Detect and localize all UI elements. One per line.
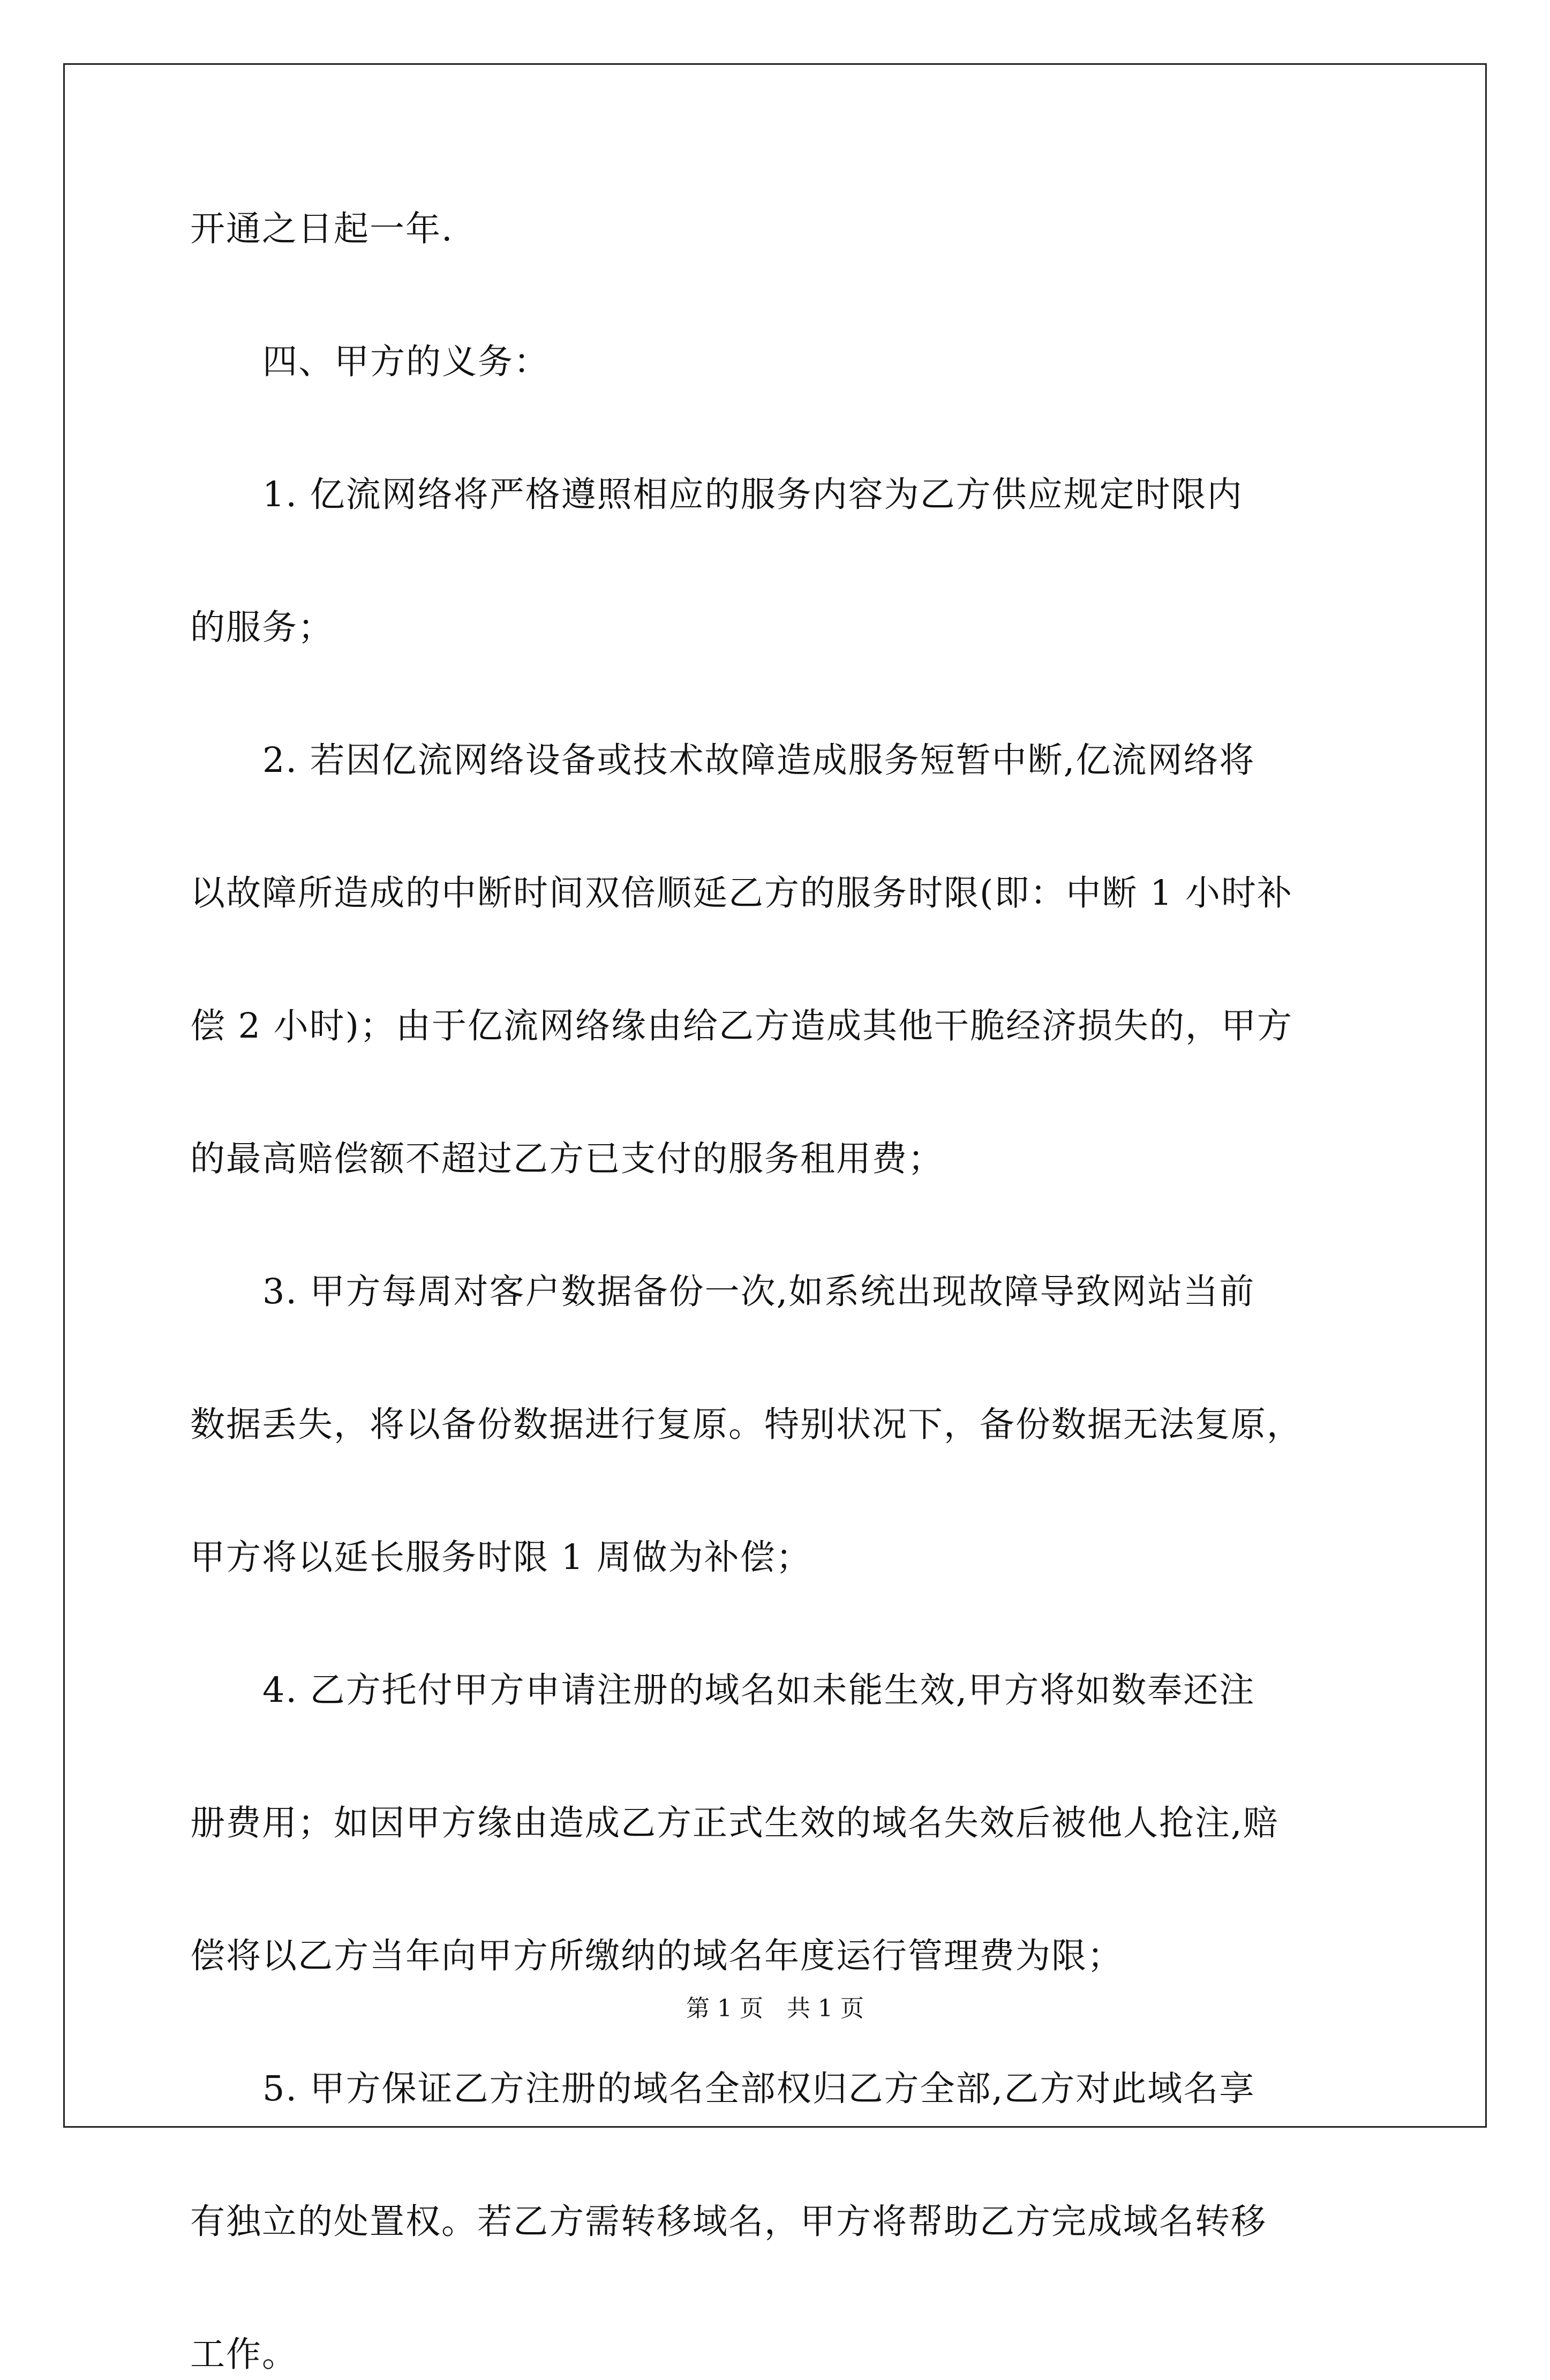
clause-2-line-1: 2. 若因亿流网络设备或技术故障造成服务短暂中断,亿流网络将 [262,740,1255,780]
section-heading-obligations: 四、甲方的义务： [262,342,550,382]
text-line-1: 开通之日起一年. [190,209,454,249]
clause-4-line-3: 偿将以乙方当年向甲方所缴纳的域名年度运行管理费为限； [190,1936,1124,1976]
clause-2-line-4: 的最高赔偿额不超过乙方已支付的服务租用费； [190,1139,944,1179]
clause-5-line-2: 有独立的处置权。若乙方需转移域名，甲方将帮助乙方完成域名转移 [190,2202,1267,2242]
clause-4-line-2: 册费用；如因甲方缘由造成乙方正式生效的域名失效后被他人抢注,赔 [190,1803,1279,1843]
clause-1-line-2: 的服务； [190,607,334,648]
clause-3-line-3: 甲方将以延长服务时限 1 周做为补偿； [190,1537,812,1578]
clause-5-line-3: 工作。 [190,2334,298,2375]
clause-3-line-1: 3. 甲方每周对客户数据备份一次,如系统出现故障导致网站当前 [262,1272,1255,1312]
clause-4-line-1: 4. 乙方托付甲方申请注册的域名如未能生效,甲方将如数奉还注 [262,1670,1255,1710]
document-body [190,204,1363,2380]
clause-1-line-1: 1. 亿流网络将严格遵照相应的服务内容为乙方供应规定时限内 [262,475,1243,515]
page-number-footer: 第 1 页 共 1 页 [686,1995,864,2022]
clause-2-line-2: 以故障所造成的中断时间双倍顺延乙方的服务时限(即：中断 1 小时补 [190,873,1293,913]
clause-2-line-3: 偿 2 小时)；由于亿流网络缘由给乙方造成其他干脆经济损失的，甲方 [190,1006,1293,1046]
clause-5-line-1: 5. 甲方保证乙方注册的域名全部权归乙方全部,乙方对此域名享 [262,2069,1255,2109]
clause-3-line-2: 数据丢失，将以备份数据进行复原。特别状况下，备份数据无法复原， [190,1405,1303,1445]
